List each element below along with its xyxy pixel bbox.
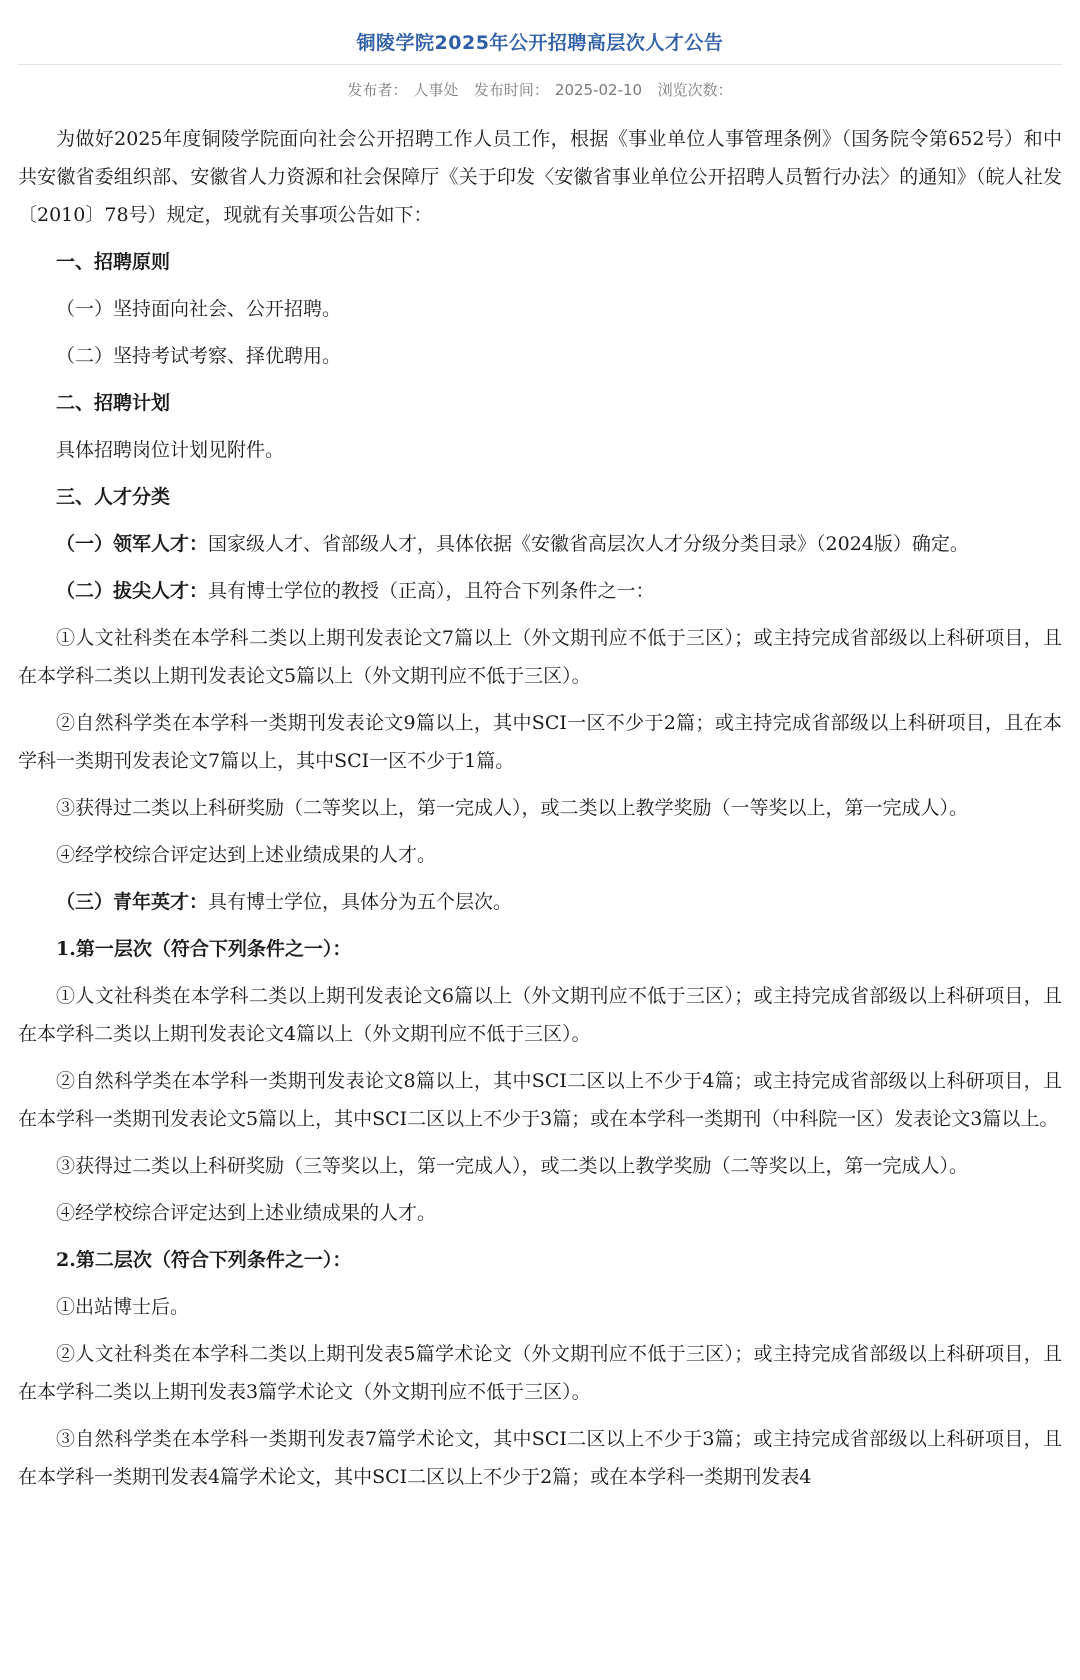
publish-time: 2025-02-10 [554, 81, 643, 99]
article-meta [0, 79, 1080, 100]
principle-item [18, 337, 1062, 375]
view-count-label: 浏览次数： [657, 81, 733, 99]
category-top-talent [18, 572, 1062, 610]
publisher-label: 发布者： [347, 81, 408, 99]
paragraph-text: ④经学校综合评定达到上述业绩成果的人才。 [56, 1202, 437, 1224]
principle-item [18, 290, 1062, 328]
paragraph-text: 具体招聘岗位计划见附件。 [56, 439, 285, 461]
category-young-talent [18, 883, 1062, 921]
category-label: （二）拔尖人才： [56, 580, 209, 602]
section-heading-categories [18, 478, 1062, 516]
paragraph-text: ②自然科学类在本学科一类期刊发表论文8篇以上，其中SCI二区以上不少于4篇；或主持完成省部级以上科研项目，且在本学科一类期刊发表论文5篇以上，其中SCI二区以上不少于3篇；或在本学科一类期刊（中科院一区）发表论文3篇以上。 [18, 1070, 1062, 1130]
title-divider [18, 64, 1062, 65]
paragraph-text: 二、招聘计划 [56, 392, 171, 414]
paragraph-text: ①出站博士后。 [56, 1296, 190, 1318]
condition-item [18, 1147, 1062, 1185]
paragraph-text: 具有博士学位的教授（正高），且符合下列条件之一： [208, 580, 655, 602]
paragraph-text: 1.第一层次（符合下列条件之一）： [56, 938, 352, 960]
condition-item [18, 1194, 1062, 1232]
paragraph-text: 一、招聘原则 [56, 251, 171, 273]
level-heading-1 [18, 930, 1062, 968]
intro-paragraph [18, 120, 1062, 234]
condition-item [18, 619, 1062, 695]
condition-item [18, 1288, 1062, 1326]
paragraph-text: 三、人才分类 [56, 486, 171, 508]
condition-item [18, 704, 1062, 780]
publish-time-label: 发布时间： [473, 81, 549, 99]
paragraph-text: 2.第二层次（符合下列条件之一）： [56, 1249, 352, 1271]
paragraph-text: ③自然科学类在本学科一类期刊发表7篇学术论文，其中SCI二区以上不少于3篇；或主持完成省部级以上科研项目，且在本学科一类期刊发表4篇学术论文，其中SCI二区以上不少于2篇；或在本学科一类期刊发表4 [18, 1428, 1062, 1488]
publisher: 人事处 [413, 81, 459, 99]
level-heading-2 [18, 1241, 1062, 1279]
condition-item [18, 977, 1062, 1053]
paragraph-text: 为做好2025年度铜陵学院面向社会公开招聘工作人员工作，根据《事业单位人事管理条例》（国务院令第652号）和中共安徽省委组织部、安徽省人力资源和社会保障厅《关于印发〈安徽省事业单位公开招聘人员暂行办法〉的通知》（皖人社发〔2010〕78号）规定，现就有关事项公告如下： [18, 128, 1062, 226]
paragraph-text: ②自然科学类在本学科一类期刊发表论文9篇以上，其中SCI一区不少于2篇；或主持完成省部级以上科研项目，且在本学科一类期刊发表论文7篇以上，其中SCI一区不少于1篇。 [18, 712, 1062, 772]
condition-item [18, 836, 1062, 874]
paragraph-text: 国家级人才、省部级人才，具体依据《安徽省高层次人才分级分类目录》（2024版）确定。 [208, 533, 969, 555]
condition-item [18, 1420, 1062, 1496]
paragraph-text: ④经学校综合评定达到上述业绩成果的人才。 [56, 844, 437, 866]
paragraph-text: ②人文社科类在本学科二类以上期刊发表5篇学术论文（外文期刊应不低于三区）；或主持完成省部级以上科研项目，且在本学科二类以上期刊发表3篇学术论文（外文期刊应不低于三区）。 [18, 1343, 1062, 1403]
plan-paragraph [18, 431, 1062, 469]
paragraph-text: ③获得过二类以上科研奖励（三等奖以上，第一完成人），或二类以上教学奖励（二等奖以上，第一完成人）。 [56, 1155, 969, 1177]
paragraph-text: ①人文社科类在本学科二类以上期刊发表论文6篇以上（外文期刊应不低于三区）；或主持完成省部级以上科研项目，且在本学科二类以上期刊发表论文4篇以上（外文期刊应不低于三区）。 [18, 985, 1062, 1045]
category-leading-talent [18, 525, 1062, 563]
condition-item [18, 1335, 1062, 1411]
paragraph-text: 具有博士学位，具体分为五个层次。 [208, 891, 513, 913]
category-label: （三）青年英才： [56, 891, 209, 913]
condition-item [18, 789, 1062, 827]
article-body [18, 120, 1062, 1505]
paragraph-text: （一）坚持面向社会、公开招聘。 [56, 298, 342, 320]
condition-item [18, 1062, 1062, 1138]
category-label: （一）领军人才： [56, 533, 209, 555]
section-heading-principles [18, 243, 1062, 281]
paragraph-text: ①人文社科类在本学科二类以上期刊发表论文7篇以上（外文期刊应不低于三区）；或主持完成省部级以上科研项目，且在本学科二类以上期刊发表论文5篇以上（外文期刊应不低于三区）。 [18, 627, 1062, 687]
article-title: 铜陵学院2025年公开招聘高层次人才公告 [356, 32, 724, 54]
section-heading-plan [18, 384, 1062, 422]
paragraph-text: ③获得过二类以上科研奖励（二等奖以上，第一完成人），或二类以上教学奖励（一等奖以上，第一完成人）。 [56, 797, 969, 819]
paragraph-text: （二）坚持考试考察、择优聘用。 [56, 345, 342, 367]
